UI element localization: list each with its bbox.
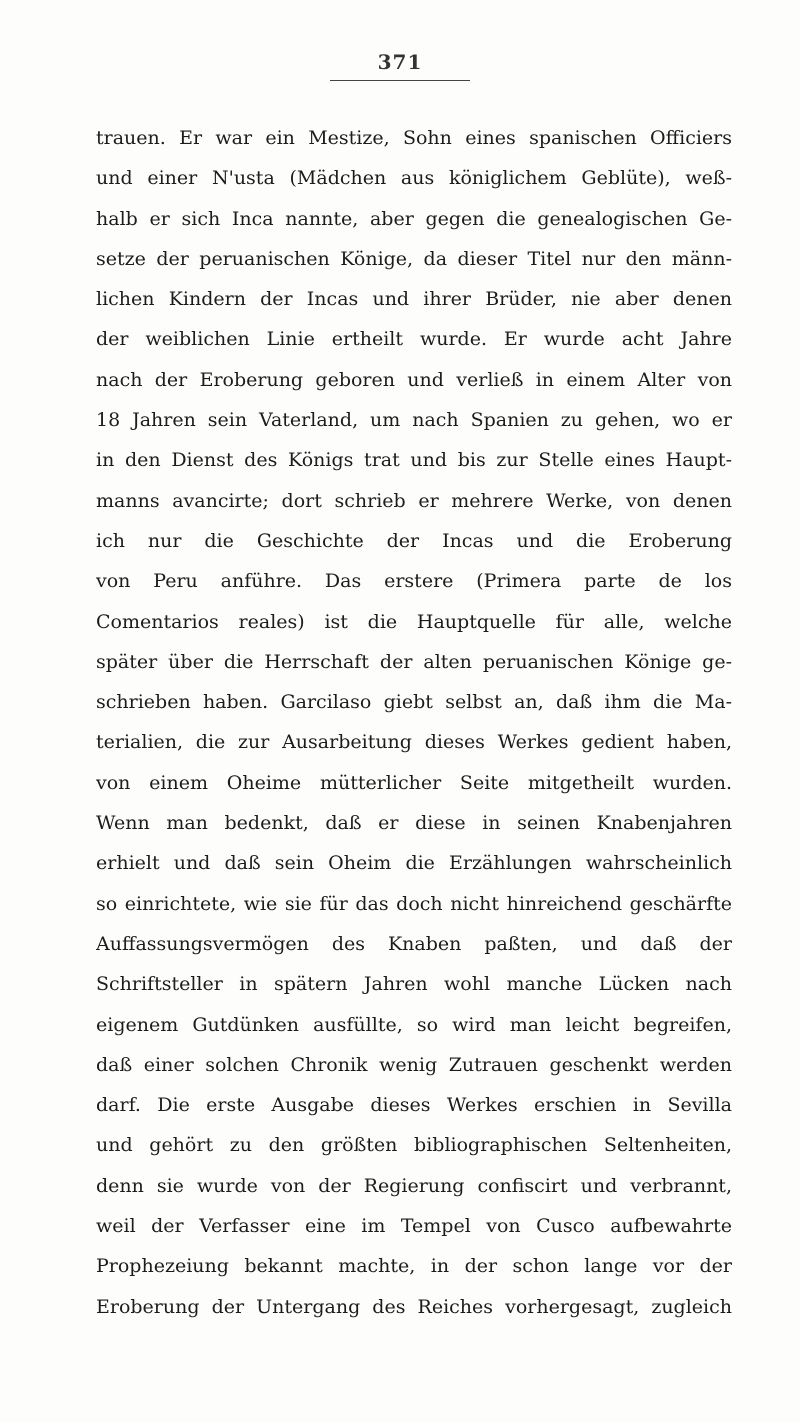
text-line: in den Dienst des Königs trat und bis zur Stelle eines Haupt- <box>96 449 732 472</box>
body-text <box>96 118 732 1327</box>
text-line: von einem Oheime mütterlicher Seite mitgetheilt wurden. <box>96 771 732 794</box>
text-line: denn sie wurde von der Regierung confiscirt und verbrannt, <box>96 1174 732 1197</box>
text-line: lichen Kindern der Incas und ihrer Brüder, nie aber denen <box>96 288 732 311</box>
text-line: so einrichtete, wie sie für das doch nicht hinreichend geschärfte <box>96 892 732 915</box>
text-line: Schriftsteller in spätern Jahren wohl manche Lücken nach <box>96 973 732 996</box>
text-line: Prophezeiung bekannt machte, in der schon lange vor der <box>96 1255 732 1278</box>
text-line: Comentarios reales) ist die Hauptquelle für alle, welche <box>96 610 732 633</box>
text-line: und einer N'usta (Mädchen aus königlichem Geblüte), weß- <box>96 167 732 190</box>
page-number: 371 <box>377 50 423 74</box>
text-line: und gehört zu den größten bibliographischen Seltenheiten, <box>96 1134 732 1157</box>
text-line: erhielt und daß sein Oheim die Erzählungen wahrscheinlich <box>96 852 732 875</box>
text-line: nach der Eroberung geboren und verließ in einem Alter von <box>96 368 732 391</box>
text-line: setze der peruanischen Könige, da dieser Titel nur den männ- <box>96 247 732 270</box>
text-line: eigenem Gutdünken ausfüllte, so wird man leicht begreifen, <box>96 1013 732 1036</box>
text-line: weil der Verfasser eine im Tempel von Cusco aufbewahrte <box>96 1215 732 1238</box>
text-line: terialien, die zur Ausarbeitung dieses Werkes gedient haben, <box>96 731 732 754</box>
text-line: schrieben haben. Garcilaso giebt selbst an, daß ihm die Ma- <box>96 691 732 714</box>
text-line: Eroberung der Untergang des Reiches vorhergesagt, zugleich <box>96 1295 732 1318</box>
text-line: 18 Jahren sein Vaterland, um nach Spanien zu gehen, wo er <box>96 409 732 432</box>
text-line: Wenn man bedenkt, daß er diese in seinen Knabenjahren <box>96 812 732 835</box>
text-line: der weiblichen Linie ertheilt wurde. Er wurde acht Jahre <box>96 328 732 351</box>
text-line: später über die Herrschaft der alten peruanischen Könige ge- <box>96 650 732 673</box>
text-line: daß einer solchen Chronik wenig Zutrauen geschenkt werden <box>96 1053 732 1076</box>
page-number-rule <box>330 80 470 81</box>
text-line: ich nur die Geschichte der Incas und die Eroberung <box>96 529 732 552</box>
text-line: halb er sich Inca nannte, aber gegen die genealogischen Ge- <box>96 207 732 230</box>
text-line: trauen. Er war ein Mestize, Sohn eines spanischen Officiers <box>96 127 732 149</box>
text-line: darf. Die erste Ausgabe dieses Werkes erschien in Sevilla <box>96 1094 732 1117</box>
text-line: Auffassungsvermögen des Knaben paßten, und daß der <box>96 932 732 955</box>
text-line: von Peru anführe. Das erstere (Primera parte de los <box>96 570 732 593</box>
text-line: manns avancirte; dort schrieb er mehrere Werke, von denen <box>96 489 732 512</box>
